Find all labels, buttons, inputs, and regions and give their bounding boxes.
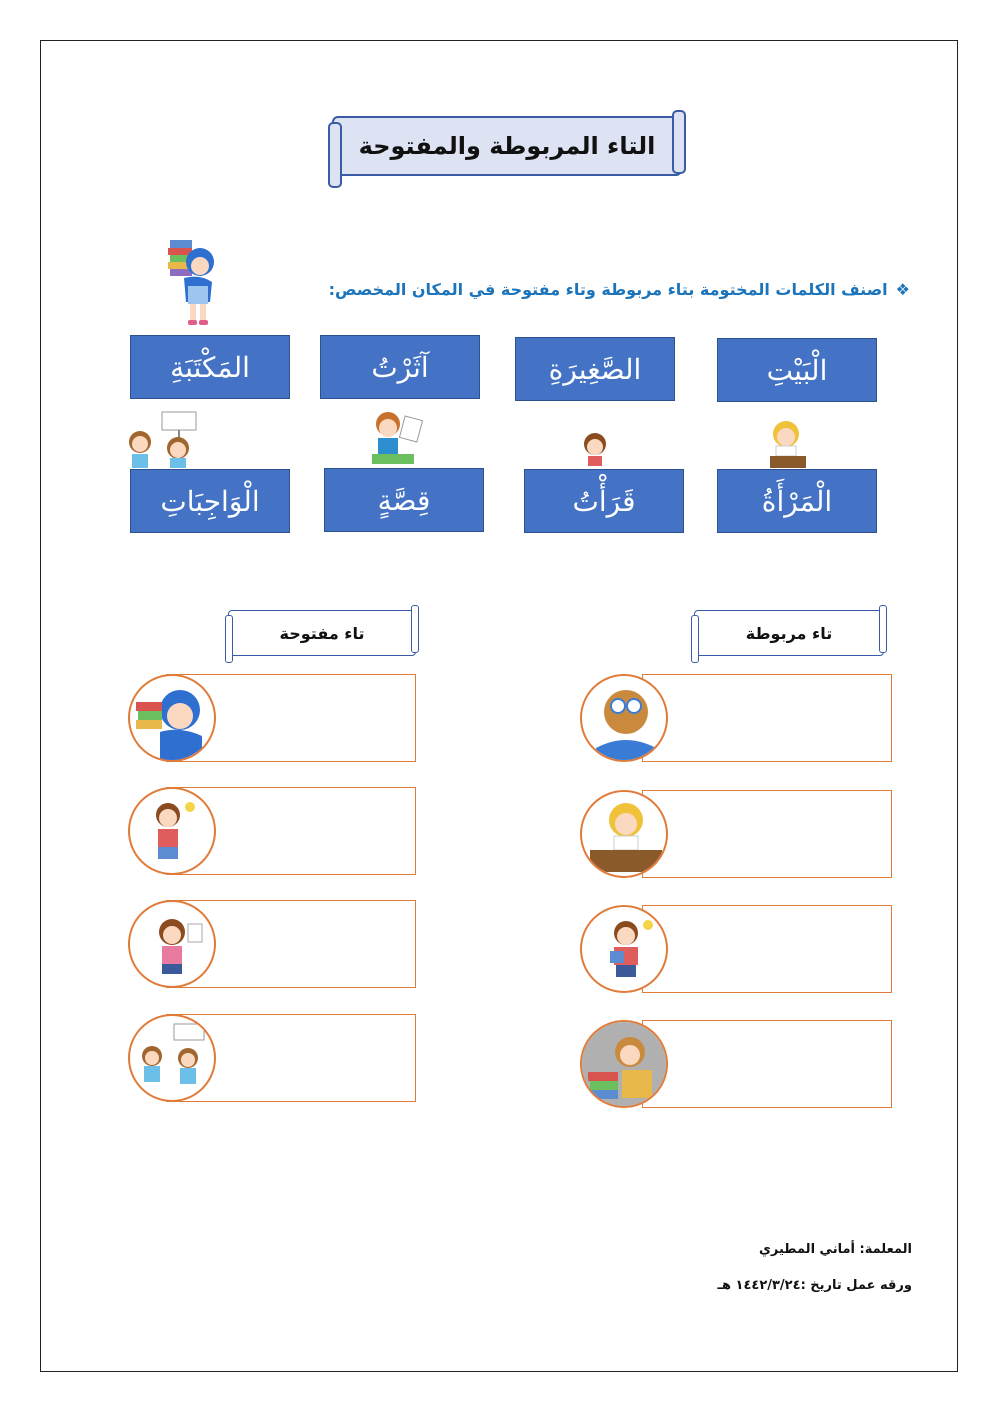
girl-happy-avatar-icon bbox=[128, 900, 216, 988]
word-label: الْوَاجِبَاتِ bbox=[160, 484, 260, 518]
word-label: المَكْتَبَةِ bbox=[170, 350, 250, 384]
instruction-line bbox=[329, 280, 910, 299]
word-card-marah[interactable] bbox=[717, 469, 877, 533]
girl-books-avatar-icon bbox=[128, 674, 216, 762]
word-label: الْمَرْأَةُ bbox=[761, 484, 833, 518]
girl-reading-book-avatar-icon bbox=[580, 1020, 668, 1108]
girl-idea-avatar-icon bbox=[128, 787, 216, 875]
boy-with-paper-illustration bbox=[366, 408, 426, 468]
title-banner bbox=[332, 116, 682, 176]
girl-with-books-illustration bbox=[160, 236, 222, 328]
word-label: قِصَّةٍ bbox=[377, 483, 431, 517]
scroll-curl-left bbox=[328, 122, 342, 188]
girl-reading-avatar-icon bbox=[580, 905, 668, 993]
scroll-curl-right bbox=[411, 605, 419, 653]
word-card-bayt[interactable] bbox=[717, 338, 877, 402]
small-girl-face-illustration bbox=[580, 432, 610, 466]
tied-ta-label-text: تاء مربوطة bbox=[745, 623, 833, 643]
bullet-icon: ❖ bbox=[895, 280, 910, 299]
word-card-wajibat[interactable] bbox=[130, 469, 290, 533]
two-kids-avatar-icon bbox=[128, 1014, 216, 1102]
tied-ta-answer-box-2[interactable] bbox=[642, 790, 892, 878]
word-label: الْبَيْتِ bbox=[766, 353, 828, 387]
girl-desk-avatar-icon bbox=[580, 790, 668, 878]
scroll-curl-right bbox=[879, 605, 887, 653]
teacher-name: المعلمة: أماني المطيري bbox=[759, 1242, 912, 1257]
word-card-atharto[interactable] bbox=[320, 335, 480, 399]
scroll-curl-right bbox=[672, 110, 686, 174]
page-title: التاء المربوطة والمفتوحة bbox=[358, 132, 656, 160]
scroll-curl-left bbox=[691, 615, 699, 663]
word-card-qissa[interactable] bbox=[324, 468, 484, 532]
worksheet-date: ورقه عمل تاريخ :١٤٤٢/٣/٢٤ هـ bbox=[717, 1278, 912, 1293]
thinking-boy-avatar-icon bbox=[580, 674, 668, 762]
word-label: قَرَأْتُ bbox=[572, 484, 636, 518]
two-kids-sign-illustration bbox=[126, 410, 208, 468]
word-card-saghira[interactable] bbox=[515, 337, 675, 401]
tied-ta-answer-box-1[interactable] bbox=[642, 674, 892, 762]
word-card-maktaba[interactable] bbox=[130, 335, 290, 399]
tied-ta-label bbox=[694, 610, 884, 656]
tied-ta-answer-box-4[interactable] bbox=[642, 1020, 892, 1108]
scroll-curl-left bbox=[225, 615, 233, 663]
open-ta-label-text: تاء مفتوحة bbox=[279, 623, 365, 643]
tied-ta-answer-box-3[interactable] bbox=[642, 905, 892, 993]
word-label: الصَّغِيرَةِ bbox=[548, 352, 642, 386]
word-card-qaraato[interactable] bbox=[524, 469, 684, 533]
girl-at-desk-illustration bbox=[760, 418, 814, 468]
open-ta-label bbox=[228, 610, 416, 656]
instruction-text: اصنف الكلمات المختومة بتاء مربوطة وتاء مفتوحة في المكان المخصص: bbox=[328, 280, 888, 299]
word-label: آثَرْتُ bbox=[371, 350, 429, 384]
